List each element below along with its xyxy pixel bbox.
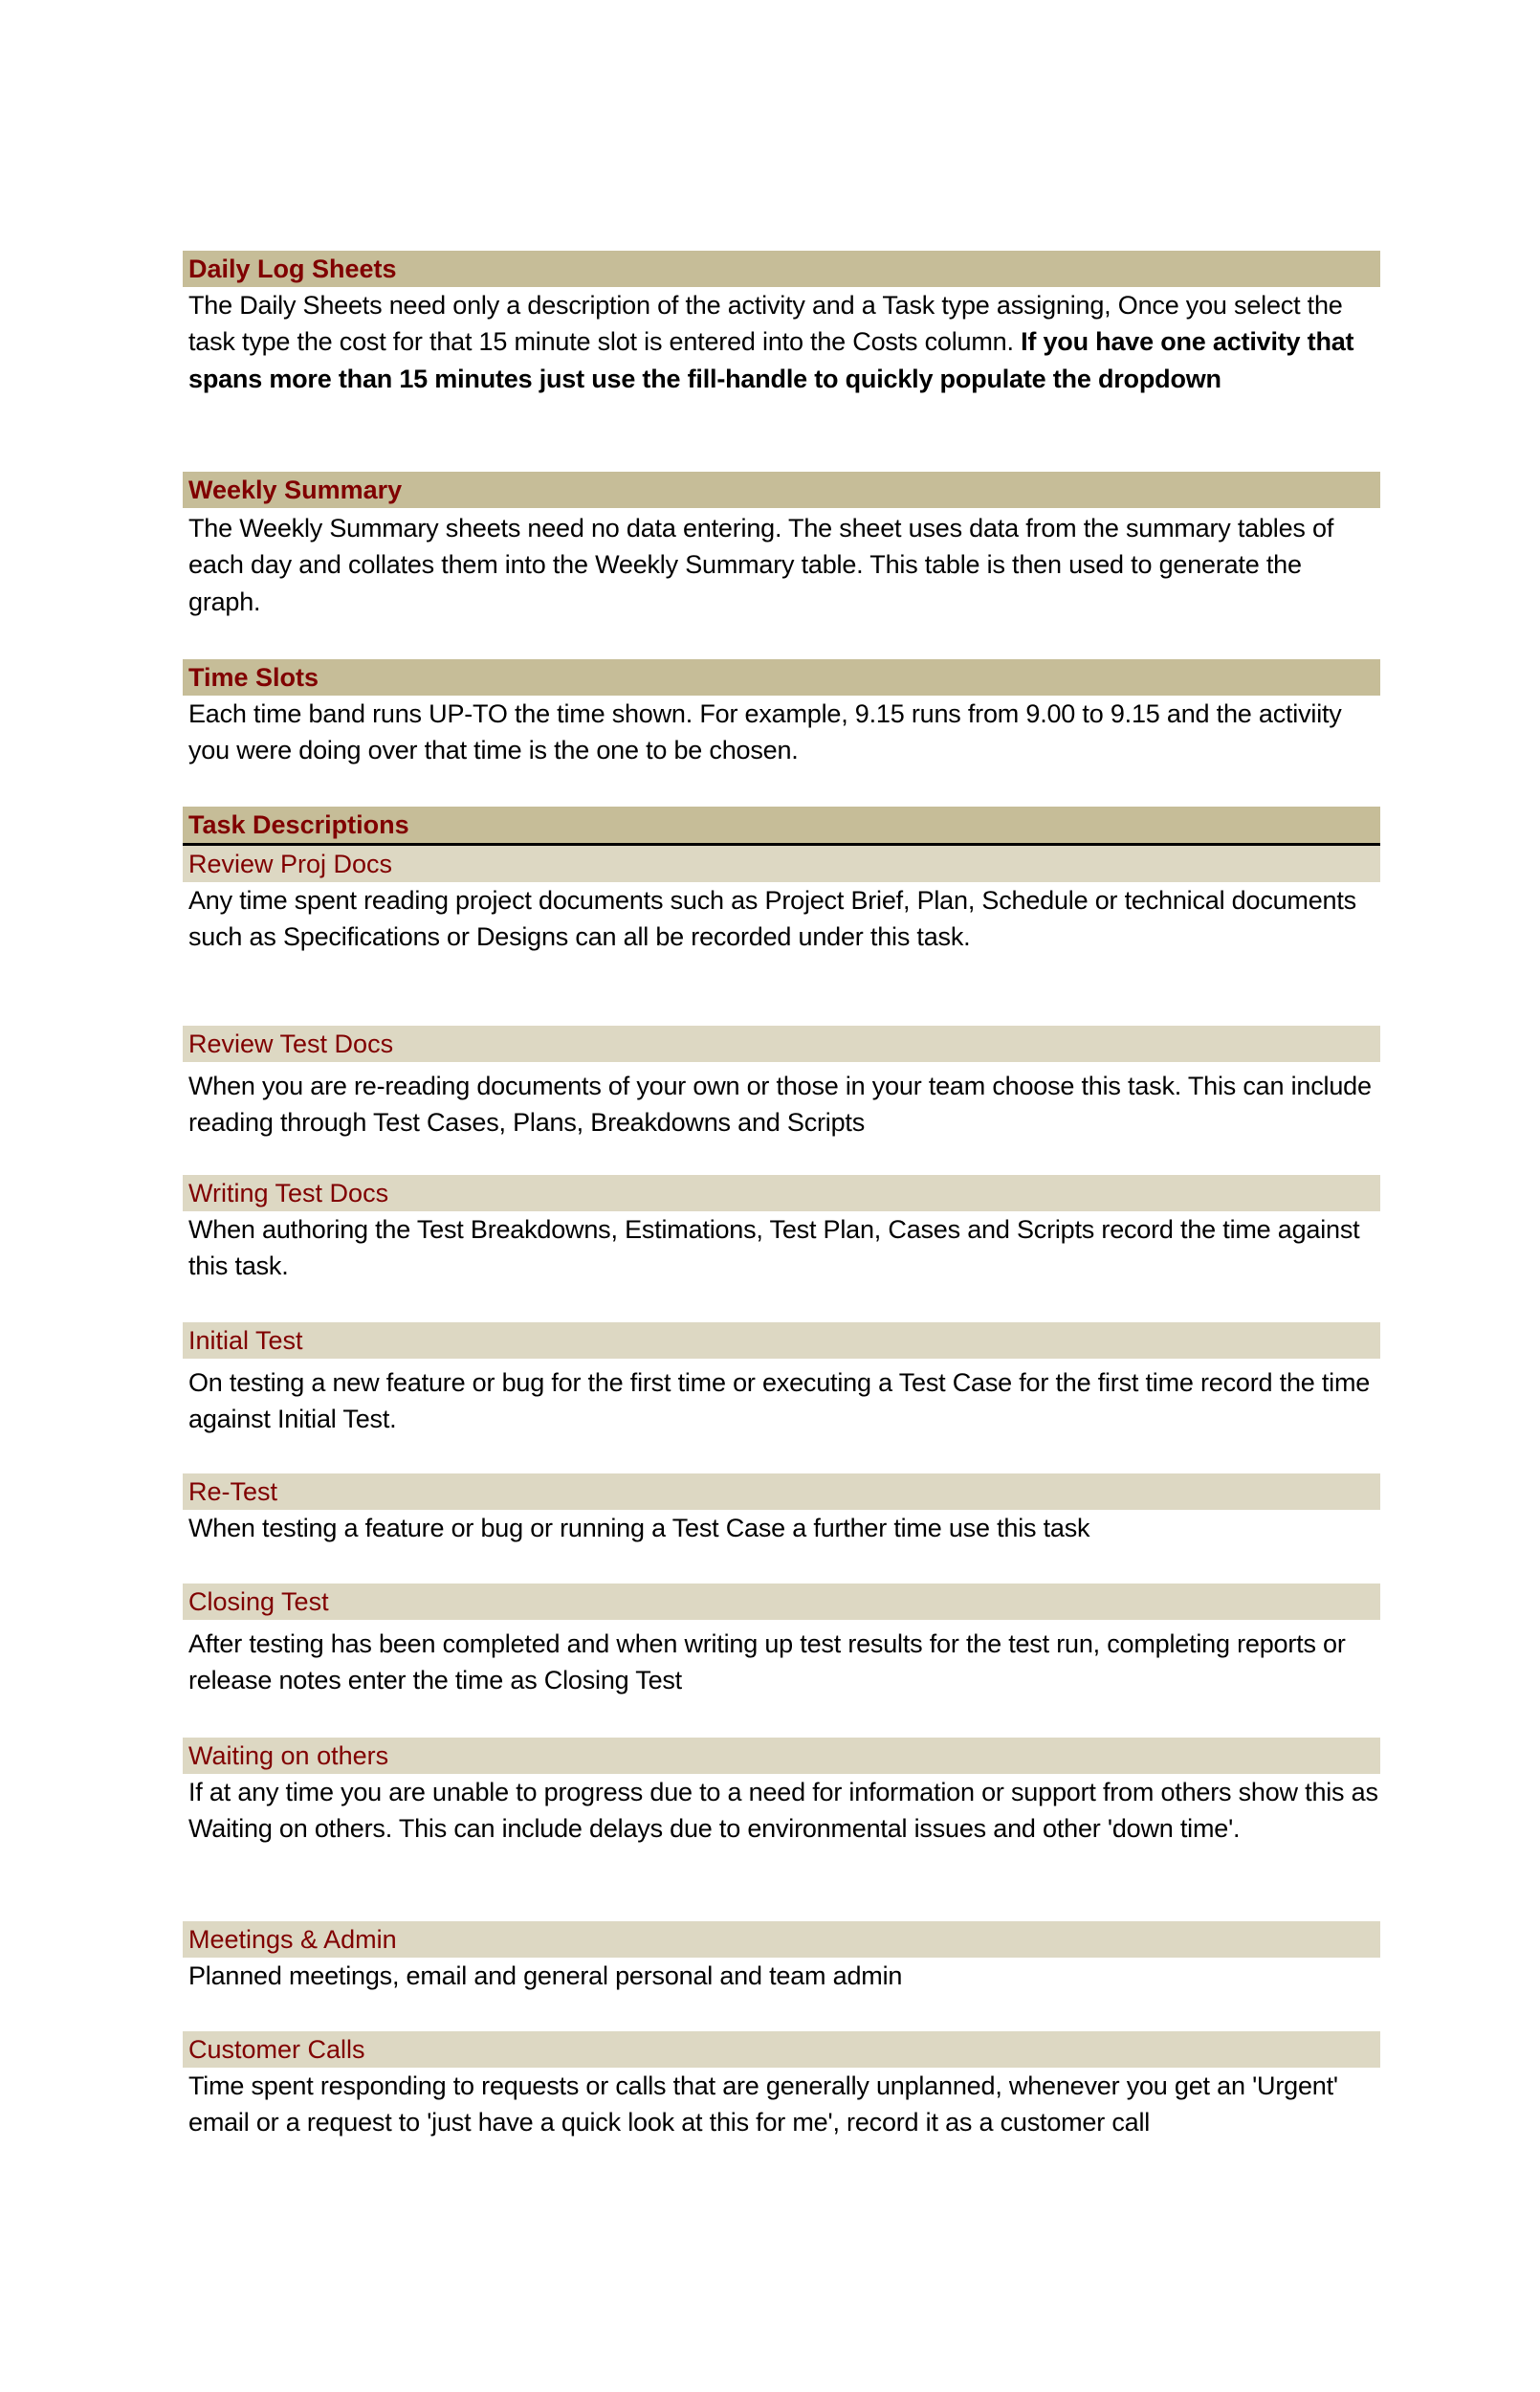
task-waiting-on-others [183, 1738, 1380, 1848]
task-heading: Customer Calls [183, 2031, 1380, 2068]
task-heading: Review Test Docs [183, 1026, 1380, 1062]
task-re-test [183, 1473, 1380, 1546]
body-bold-text: If you have one activity that spans more than 15 minutes just use the fill-handle to quickly populate the dropdown [188, 327, 1354, 393]
task-heading: Waiting on others [183, 1738, 1380, 1774]
section-time-slots [183, 659, 1380, 769]
task-review-test-docs [183, 1026, 1380, 1141]
task-body: On testing a new feature or bug for the first time or executing a Test Case for the first time record the time against Initial Test. [188, 1368, 1371, 1434]
section-body [183, 287, 1380, 397]
task-body: When testing a feature or bug or running a Test Case a further time use this task [188, 1514, 1090, 1542]
body-text: The Daily Sheets need only a description of the activity and a Task type assigning, Once you select the task type the cost for that 15 minute slot is entered into the Costs column. [188, 291, 1343, 357]
task-closing-test [183, 1584, 1380, 1699]
task-heading-review-proj-docs: Review Proj Docs [183, 846, 1380, 882]
section-daily-log-sheets [183, 251, 1380, 397]
task-heading: Closing Test [183, 1584, 1380, 1620]
section-heading: Time Slots [183, 659, 1380, 696]
task-body: After testing has been completed and when writing up test results for the test run, completing reports or release notes enter the time as Closing Test [188, 1629, 1346, 1695]
task-initial-test [183, 1322, 1380, 1438]
task-body: Planned meetings, email and general personal and team admin [188, 1961, 903, 1990]
section-heading: Weekly Summary [183, 472, 1380, 508]
task-body: When authoring the Test Breakdowns, Estimations, Test Plan, Cases and Scripts record the time against this task. [188, 1215, 1360, 1281]
task-heading: Re-Test [183, 1473, 1380, 1510]
section-heading: Task Descriptions [183, 807, 1380, 843]
task-heading: Meetings & Admin [183, 1921, 1380, 1958]
task-heading: Writing Test Docs [183, 1175, 1380, 1211]
task-body: If at any time you are unable to progress due to a need for information or support from others show this as Waiting on others. This can include delays due to environmental issues and other 'down time'. [188, 1778, 1378, 1844]
task-heading: Initial Test [183, 1322, 1380, 1359]
task-body: When you are re-reading documents of your own or those in your team choose this task. This can include reading through Test Cases, Plans, Breakdowns and Scripts [188, 1072, 1372, 1138]
section-body: Each time band runs UP-TO the time shown. For example, 9.15 runs from 9.00 to 9.15 and the activiity you were doing over that time is the one to be chosen. [188, 699, 1342, 765]
section-heading: Daily Log Sheets [183, 251, 1380, 287]
task-body: Time spent responding to requests or calls that are generally unplanned, whenever you get an 'Urgent' email or a request to 'just have a quick look at this for me', record it as a customer call [188, 2071, 1338, 2137]
task-customer-calls [183, 2031, 1380, 2141]
section-body: The Weekly Summary sheets need no data entering. The sheet uses data from the summary tables of each day and collates them into the Weekly Summary table. This table is then used to generate the graph. [188, 514, 1334, 616]
task-writing-test-docs [183, 1175, 1380, 1285]
section-weekly-summary [183, 472, 1380, 620]
task-meetings-admin [183, 1921, 1380, 1994]
section-task-descriptions [183, 807, 1380, 956]
task-body-review-proj-docs: Any time spent reading project documents such as Project Brief, Plan, Schedule or technical documents such as Specifications or Designs can all be recorded under this task. [188, 886, 1356, 952]
